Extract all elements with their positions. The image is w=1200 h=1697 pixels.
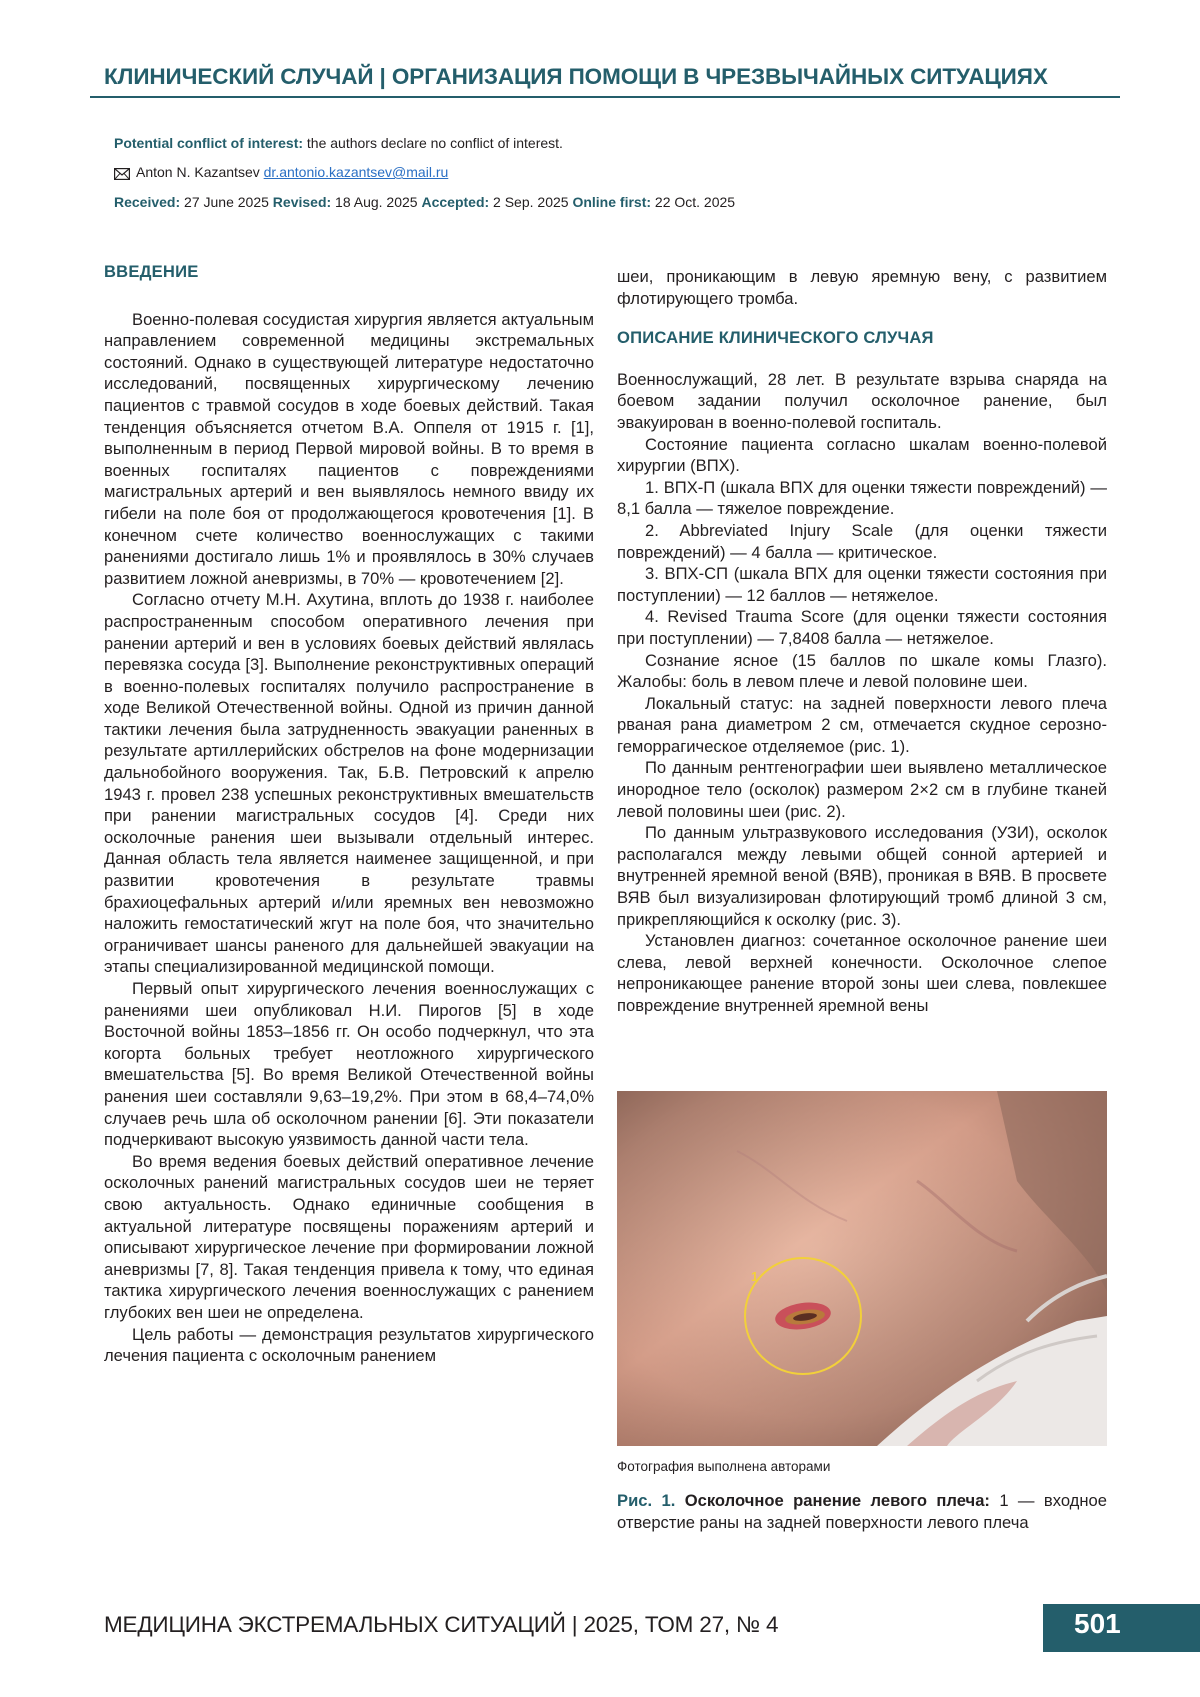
paragraph: Цель работы — демонстрация результатов хирургического лечения пациента с осколочным ранением: [104, 1324, 594, 1366]
figure-label: Рис. 1.: [617, 1491, 676, 1510]
paragraph: Локальный статус: на задней поверхности левого плеча рваная рана диаметром 2 см, отмечается скудное серозно-геморрагическое отделяемое (рис. 1).: [617, 693, 1107, 756]
revised-label: Revised:: [272, 194, 332, 210]
online-label: Online first:: [572, 194, 652, 210]
paragraph: Во время ведения боевых действий оперативное лечение осколочных ранений магистральных сосудов шеи не теряет свою актуальность. Однако единичные сообщения в актуальной литературе посвящены поражениям артерий и описывают хирургическое лечение при формировании ложной аневризмы [7, 8]. Такая тенденция привела к тому, что единая тактика хирургического лечения военнослужащих с ранением глубоких вен шеи не определена.: [104, 1151, 594, 1322]
dates-line: [114, 194, 735, 210]
right-column: [617, 266, 1107, 1017]
envelope-icon: [114, 167, 130, 183]
revised-date: 18 Aug. 2025: [331, 194, 422, 210]
conflict-text: the authors declare no conflict of interest.: [303, 135, 563, 151]
paragraph: Военно-полевая сосудистая хирургия является актуальным направлением современной медицины экстремальных состояний. Однако в существующей литературе недостаточно исследований, посвященных хирургическому лечению пациентов с травмой сосудов в ходе боевых действий. Такая тенденция объясняется отчетом В.А. Оппеля от 1915 г. [1], выполненным в период Первой мировой войны. В то время в военных госпиталях пациентов с повреждениями магистральных артерий и вен выявлялось немного ввиду их гибели на поле боя от продолжающегося кровотечения [1]. В конечном счете количество военнослужащих с такими ранениями достигало лишь 1% и проявлялось в 30% случаев развитием ложной аневризмы, в 70% — кровотечением [2].: [104, 309, 594, 588]
figure-caption-title: Осколочное ранение левого плеча:: [675, 1491, 990, 1510]
correspondence: [114, 164, 448, 183]
received-date: 27 June 2025: [180, 194, 273, 210]
received-label: Received:: [114, 194, 181, 210]
paragraph: Согласно отчету М.Н. Ахутина, вплоть до 1938 г. наиболее распространенным способом оперативного лечения при ранении артерий и вен в условиях боевых действий являлась перевязка сосуда [3]. Выполнение реконструктивных операций в военно-полевых госпиталях получило распространение в ходе Великой Отечественной войны. Одной из причин данной тактики лечения была затрудненность эвакуации раненных в результате артиллерийских обстрелов на фоне модернизации дальнобойного вооружения. Так, Б.В. Петровский к апрелю 1943 г. провел 238 успешных реконструктивных вмешательств при ранении магистральных сосудов [4]. Среди них осколочные ранения шеи вызывали отдельный интерес. Данная область тела является наименее защищенной, и при развитии кровотечения в результате травмы брахиоцефальных артерий и/или яремных вен невозможно наложить гемостатический жгут на поле боя, что значительно ограничивает шансы раненого для дальнейшей эвакуации на этапы специализированной медицинской помощи.: [104, 590, 594, 977]
conflict-of-interest: [114, 135, 563, 151]
header-divider: [90, 96, 1120, 98]
page-number: 501: [1074, 1608, 1121, 1639]
accepted-label: Accepted:: [421, 194, 490, 210]
journal-footer: МЕДИЦИНА ЭКСТРЕМАЛЬНЫХ СИТУАЦИЙ | 2025, ТОМ 27, № 4: [104, 1612, 779, 1637]
figure-caption: [617, 1490, 1107, 1533]
conflict-label: Potential conflict of interest:: [114, 135, 304, 151]
paragraph: Сознание ясное (15 баллов по шкале комы Глазго). Жалобы: боль в левом плече и левой половине шеи.: [617, 650, 1107, 692]
section-heading-introduction: ВВЕДЕНИЕ: [104, 262, 199, 281]
paragraph: шеи, проникающим в левую яремную вену, с развитием флотирующего тромба.: [617, 267, 1107, 308]
score-item: 2. Abbreviated Injury Scale (для оценки тяжести повреждений) — 4 балла — критическое.: [617, 520, 1107, 562]
wound-photo: [617, 1091, 1107, 1446]
online-date: 22 Oct. 2025: [651, 194, 736, 210]
score-item: 3. ВПХ-СП (шкала ВПХ для оценки тяжести состояния при поступлении) — 12 баллов — нетяжелое.: [617, 564, 1107, 605]
paragraph: Установлен диагноз: сочетанное осколочное ранение шеи слева, левой верхней конечности. Осколочное слепое непроникающее ранение второй зоны шеи слева, повлекшее повреждение внутренней яремной вены: [617, 931, 1107, 1015]
accepted-date: 2 Sep. 2025: [489, 194, 573, 210]
wound-marker-label: 1: [751, 1269, 759, 1284]
page-number-box: [1043, 1604, 1200, 1652]
author-name: Anton N. Kazantsev: [136, 164, 264, 180]
section-heading-case-description: ОПИСАНИЕ КЛИНИЧЕСКОГО СЛУЧАЯ: [617, 328, 934, 348]
left-column: [104, 261, 594, 1367]
score-item: 4. Revised Trauma Score (для оценки тяжести состояния при поступлении) — 7,8408 балла — нетяжелое.: [617, 607, 1107, 648]
paragraph: Состояние пациента согласно шкалам военно-полевой хирургии (ВПХ).: [617, 434, 1107, 476]
author-email-link[interactable]: dr.antonio.kazantsev@mail.ru: [263, 164, 449, 180]
figure-caption-text: 1 — входное отверстие раны на задней поверхности левого плеча: [617, 1491, 1107, 1532]
photo-credit: Фотография выполнена авторами: [617, 1459, 831, 1474]
paragraph: Первый опыт хирургического лечения военнослужащих с ранениями шеи опубликовал Н.И. Пирогов [5] в ходе Восточной войны 1853–1856 гг. Он особо подчеркнул, что эта когорта больных требует неотложного хирургического вмешательства [5]. Во время Великой Отечественной войны ранения шеи составляли 9,63–19,2%. При этом в 68,4–74,0% случаев речь шла об осколочном ранении [6]. Эти показатели подчеркивают высокую уязвимость данной части тела.: [104, 979, 594, 1150]
running-header-title: КЛИНИЧЕСКИЙ СЛУЧАЙ | ОРГАНИЗАЦИЯ ПОМОЩИ В ЧРЕЗВЫЧАЙНЫХ СИТУАЦИЯХ: [104, 64, 1048, 89]
score-item: 1. ВПХ-П (шкала ВПХ для оценки тяжести повреждений) — 8,1 балла — тяжелое повреждение.: [617, 477, 1107, 519]
paragraph: По данным ультразвукового исследования (УЗИ), осколок располагался между левыми общей сонной артерией и внутренней яремной веной (ВЯВ), проникая в ВЯВ. В просвете ВЯВ был визуализирован флотирующий тромб длиной 3 см, прикрепляющийся к осколку (рис. 3).: [617, 823, 1107, 929]
paragraph: Военнослужащий, 28 лет. В результате взрыва снаряда на боевом задании получил осколочное ранение, был эвакуирован в военно-полевой госпиталь.: [617, 369, 1107, 432]
paragraph: По данным рентгенографии шеи выявлено металлическое инородное тело (осколок) размером 2×2 см в глубине тканей левой половины шеи (рис. 2).: [617, 758, 1107, 821]
